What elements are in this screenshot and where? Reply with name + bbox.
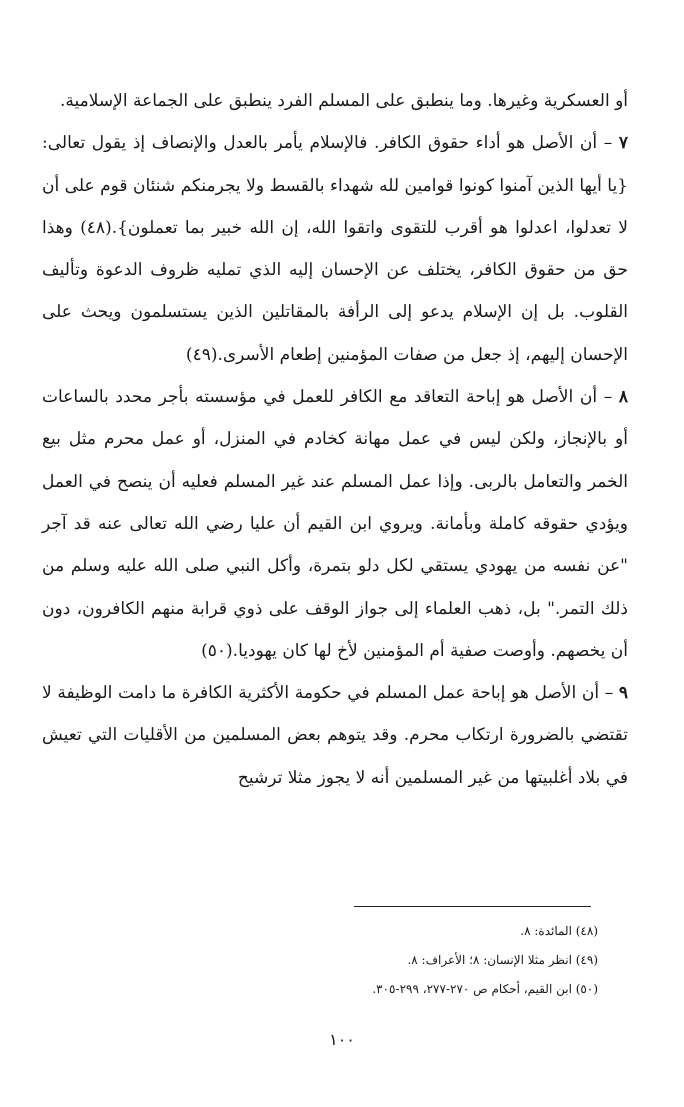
paragraph-text: – أن الأصل هو إباحة عمل المسلم في حكومة الأكثرية الكافرة ما دامت الوظيفة لا تقتضي بالضرورة ارتكاب محرم. وقد يتوهم بعض المسلمين من الأقليات التي تعيش في بلاد أغلبيتها من غير المسلمين أنه لا يجوز مثلا ترشيح: [42, 683, 628, 788]
paragraph-7: [42, 122, 628, 376]
footnote-49: (٤٩) انظر مثلا الإنسان: ٨؛ الأعراف: ٨.: [407, 953, 598, 967]
footnote-48: (٤٨) المائدة: ٨.: [520, 924, 598, 938]
footnote-divider: [354, 906, 591, 907]
paragraph-8: [42, 376, 628, 672]
paragraph-9: [42, 672, 628, 799]
paragraph-continuation: [42, 80, 628, 122]
paragraph-text: – أن الأصل هو أداء حقوق الكافر. فالإسلام يأمر بالعدل والإنصاف إذ يقول تعالى: {يا أيها الذين آمنوا كونوا قوامين لله شهداء بالقسط ولا يجرمنكم شنئان قوم على أن لا تعدلوا، اعدلوا هو أقرب للتقوى واتقوا الله، إن الله خبير بما تعملون}.(٤٨) وهذا حق من حقوق الكافر، يختلف عن الإحسان إليه الذي تمليه ظروف الدعوة وتأليف القلوب. بل إن الإسلام يدعو إلى الرأفة بالمقاتلين الذين يستسلمون ويحث على الإحسان إليهم، إذ جعل من صفات المؤمنين إطعام الأسرى.(٤٩): [42, 133, 628, 365]
paragraph-number: ٩: [618, 683, 628, 704]
footnote-50: (٥٠) ابن القيم، أحكام ص ٢٧٠-٢٧٧، ٢٩٩-٣٠٥.: [372, 982, 598, 996]
paragraph-text: – أن الأصل هو إباحة التعاقد مع الكافر للعمل في مؤسسته بأجر محدد بالساعات أو بالإنجاز، ولكن ليس في عمل مهانة كخادم في المنزل، أو عمل محرم مثل بيع الخمر والتعامل بالربى. وإذا عمل المسلم عند غير المسلم فعليه أن ينصح في العمل ويؤدي حقوقه كاملة وبأمانة. ويروي ابن القيم أن عليا رضي الله تعالى عنه قد آجر "عن نفسه من يهودي يستقي لكل دلو بتمرة، وأكل النبي صلى الله عليه وسلم من ذلك التمر." بل، ذهب العلماء إلى جواز الوقف على ذوي قرابة منهم الكافرون، دون أن يخصهم. وأوصت صفية أم المؤمنين لأخ لها كان يهوديا.(٥٠): [42, 387, 628, 661]
paragraph-number: ٨: [618, 387, 628, 408]
main-text: [42, 80, 628, 799]
paragraph-text: أو العسكرية وغيرها. وما ينطبق على المسلم الفرد ينطبق على الجماعة الإسلامية.: [59, 91, 628, 111]
paragraph-number: ٧: [618, 133, 628, 154]
footnotes: [42, 917, 598, 1004]
page-number: ١٠٠: [329, 1030, 355, 1049]
